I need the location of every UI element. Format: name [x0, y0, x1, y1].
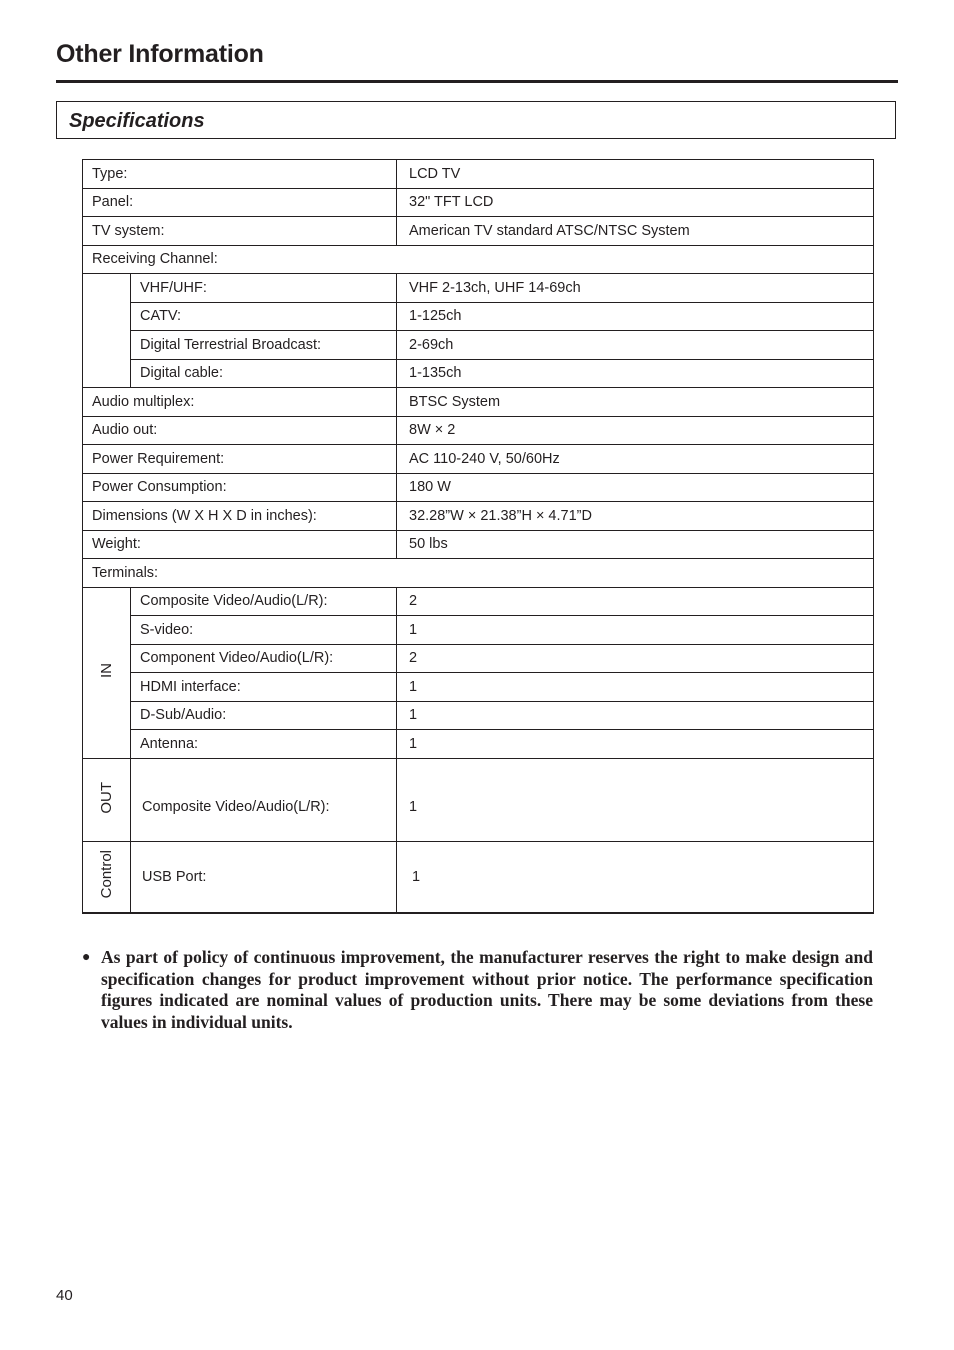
terminal-group-control — [83, 841, 131, 913]
table-row — [83, 188, 874, 217]
spec-value: LCD TV — [397, 160, 874, 189]
page-title: Other Information — [56, 40, 264, 68]
table-row — [83, 473, 874, 502]
spec-label: Panel: — [83, 188, 397, 217]
terminal-group-label: Control — [98, 850, 115, 899]
spec-value: 50 lbs — [397, 530, 874, 559]
notice-text: As part of policy of continuous improvement, the manufacturer reserves the right to make design and specification changes for product improvement without prior notice. The performance specification figures indicated are nominal values of production units. There may be some deviations from these values in individual units. — [101, 947, 873, 1032]
spec-label: Audio out: — [83, 416, 397, 445]
table-row — [83, 616, 874, 645]
spec-value: 1 — [397, 616, 874, 645]
specifications-table — [82, 159, 874, 914]
spec-label: Composite Video/Audio(L/R): — [131, 758, 397, 841]
spec-group-label: Receiving Channel: — [83, 245, 874, 274]
table-row — [83, 388, 874, 417]
spec-label: TV system: — [83, 217, 397, 246]
spec-value: 1 — [397, 841, 874, 913]
table-row — [83, 274, 874, 303]
spec-value: 8W × 2 — [397, 416, 874, 445]
specification-notice — [82, 947, 873, 1033]
table-row — [83, 416, 874, 445]
spec-value: 32.28”W × 21.38”H × 4.71”D — [397, 502, 874, 531]
bullet-icon: ● — [82, 950, 91, 965]
table-row — [83, 502, 874, 531]
spec-value: 1 — [397, 730, 874, 759]
spec-group-label: Terminals: — [83, 559, 874, 588]
spec-value: BTSC System — [397, 388, 874, 417]
spec-value: 1-125ch — [397, 302, 874, 331]
spec-value: 1 — [397, 673, 874, 702]
table-row — [83, 160, 874, 189]
table-row — [83, 758, 874, 841]
table-row — [83, 644, 874, 673]
spec-value: American TV standard ATSC/NTSC System — [397, 217, 874, 246]
table-row — [83, 559, 874, 588]
table-row — [83, 841, 874, 913]
table-row — [83, 302, 874, 331]
spec-label: Audio multiplex: — [83, 388, 397, 417]
table-row — [83, 530, 874, 559]
table-row — [83, 673, 874, 702]
spec-value: 1-135ch — [397, 359, 874, 388]
terminal-group-out — [83, 758, 131, 841]
spec-label: HDMI interface: — [131, 673, 397, 702]
section-title: Specifications — [69, 110, 205, 132]
spec-label: VHF/UHF: — [131, 274, 397, 303]
spec-value: AC 110-240 V, 50/60Hz — [397, 445, 874, 474]
spec-label: Type: — [83, 160, 397, 189]
spec-label: Dimensions (W X H X D in inches): — [83, 502, 397, 531]
table-row — [83, 701, 874, 730]
spec-value: 1 — [397, 758, 874, 841]
spec-value: 32" TFT LCD — [397, 188, 874, 217]
spec-value: 1 — [397, 701, 874, 730]
spec-label: Digital cable: — [131, 359, 397, 388]
spec-label: Antenna: — [131, 730, 397, 759]
spec-value: 2 — [397, 644, 874, 673]
spec-label: Power Requirement: — [83, 445, 397, 474]
spec-value: 2 — [397, 587, 874, 616]
spec-label: Digital Terrestrial Broadcast: — [131, 331, 397, 360]
page-number: 40 — [56, 1287, 73, 1304]
spec-label: Composite Video/Audio(L/R): — [131, 587, 397, 616]
table-row — [83, 359, 874, 388]
spec-label: Component Video/Audio(L/R): — [131, 644, 397, 673]
table-row — [83, 730, 874, 759]
table-row — [83, 587, 874, 616]
title-rule — [56, 80, 898, 83]
table-row — [83, 217, 874, 246]
spec-label: Power Consumption: — [83, 473, 397, 502]
table-row — [83, 445, 874, 474]
spec-label: USB Port: — [131, 841, 397, 913]
terminal-group-label: OUT — [98, 781, 115, 814]
spec-label: Weight: — [83, 530, 397, 559]
table-row — [83, 245, 874, 274]
spec-value: VHF 2-13ch, UHF 14-69ch — [397, 274, 874, 303]
group-spacer-cell — [83, 274, 131, 388]
spec-label: S-video: — [131, 616, 397, 645]
table-row — [83, 331, 874, 360]
spec-label: D-Sub/Audio: — [131, 701, 397, 730]
spec-label: CATV: — [131, 302, 397, 331]
spec-value: 180 W — [397, 473, 874, 502]
section-header-box — [56, 101, 896, 139]
terminal-group-in — [83, 587, 131, 758]
terminal-group-label: IN — [98, 663, 115, 678]
spec-value: 2-69ch — [397, 331, 874, 360]
